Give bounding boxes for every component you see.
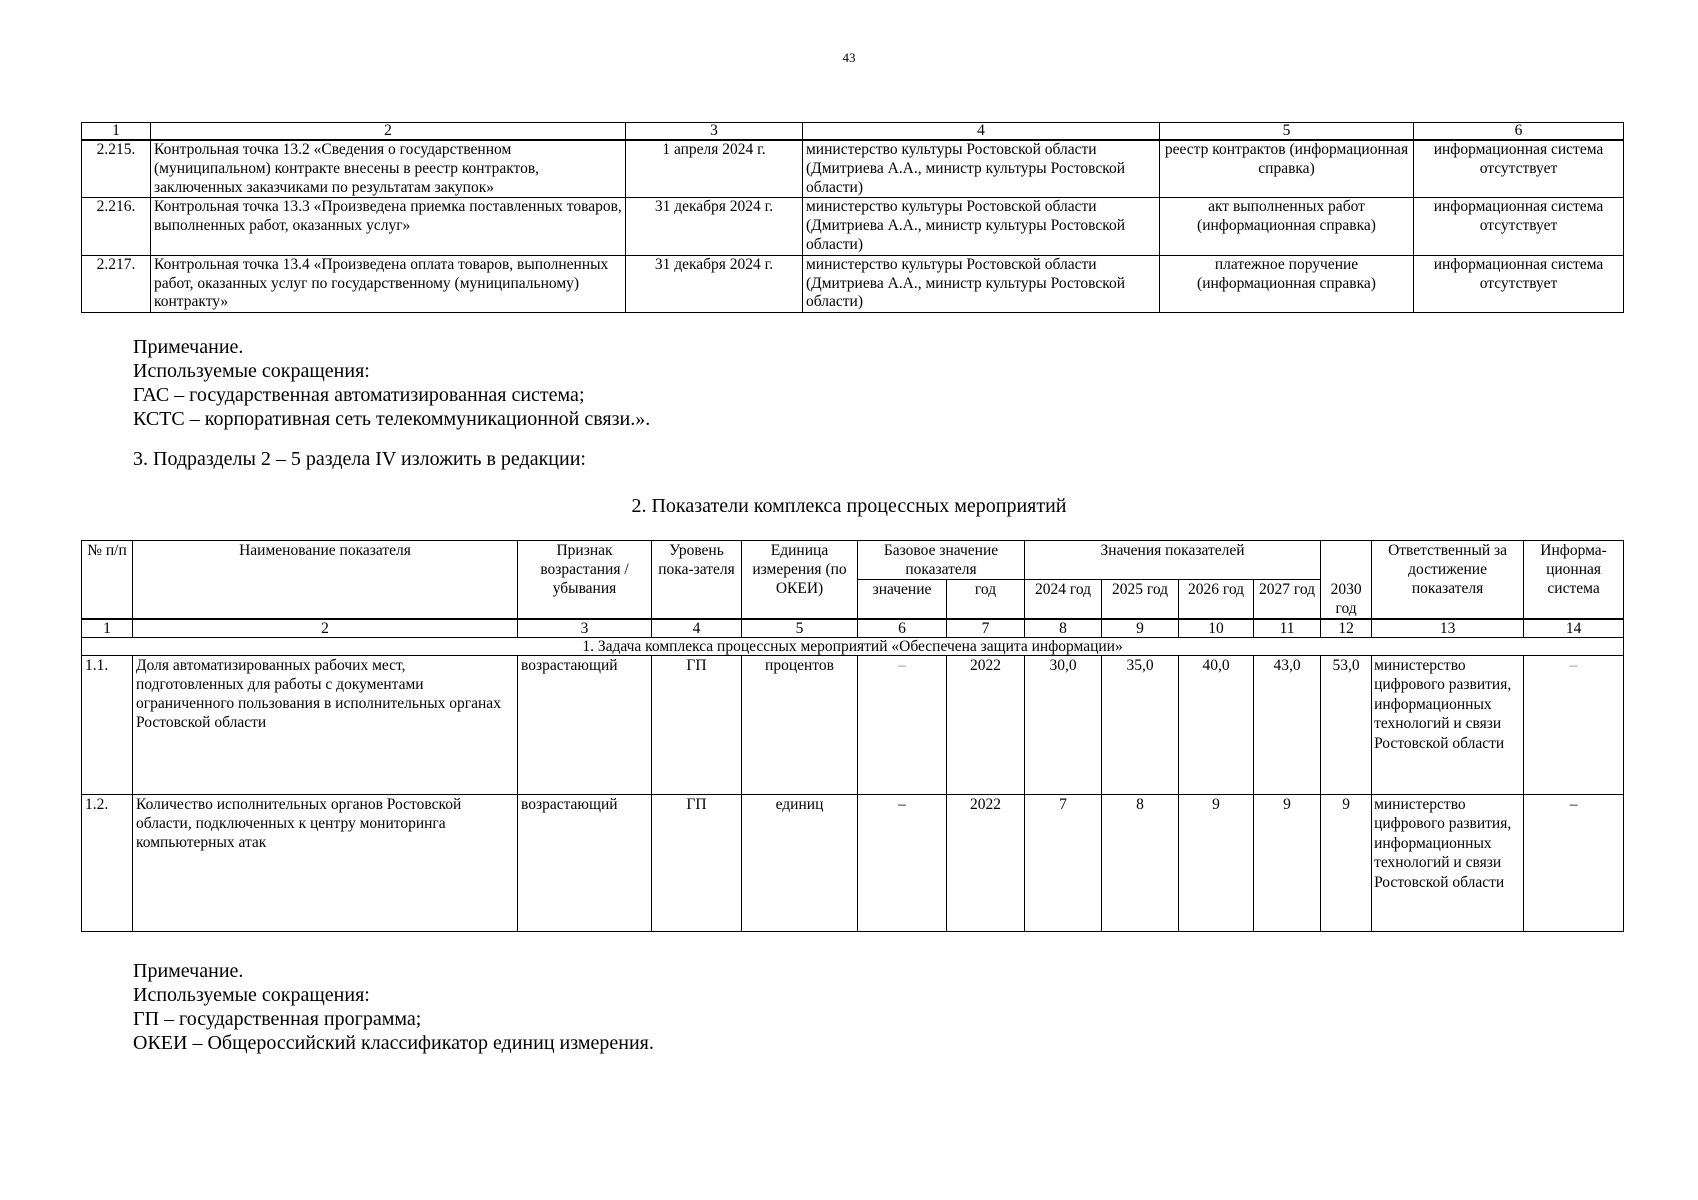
note-title: Примечание. [133, 960, 244, 982]
task-section-title: 1. Задача комплекса процессных мероприятий «Обеспечена защита информации» [82, 637, 1624, 655]
unit: процентов [742, 655, 858, 794]
row-number: 1.1. [82, 655, 133, 794]
section-title: 2. Показатели комплекса процессных мероприятий [631, 495, 1067, 517]
column-number: 13 [1372, 619, 1524, 638]
column-number: 2 [133, 619, 518, 638]
information-system: – [1524, 794, 1624, 931]
level: ГП [652, 655, 742, 794]
column-numbers-row [82, 619, 1624, 638]
abbreviations-note [133, 959, 654, 1055]
value-2024: 7 [1025, 794, 1102, 931]
column-number: 4 [803, 123, 1160, 141]
column-number: 4 [652, 619, 742, 638]
header-indicator-name: Наименование показателя [133, 541, 518, 619]
header-empty [1321, 541, 1372, 580]
abbreviations-note [133, 335, 650, 431]
level: ГП [652, 794, 742, 931]
information-system: информационная система отсутствует [1414, 198, 1624, 255]
row-number: 1.2. [82, 794, 133, 931]
control-points-table [81, 122, 1624, 313]
header-year-2030: 2030 год [1321, 580, 1372, 619]
note-line: ОКЕИ – Общероссийский классификатор единиц измерения. [133, 1032, 654, 1054]
due-date: 31 декабря 2024 г. [626, 198, 803, 255]
header-responsible: Ответственный за достижение показателя [1372, 541, 1524, 619]
base-value: – [858, 794, 947, 931]
column-number: 5 [1160, 123, 1414, 141]
column-number: 3 [518, 619, 652, 638]
value-2026: 9 [1179, 794, 1254, 931]
column-number: 12 [1321, 619, 1372, 638]
value-2027: 43,0 [1254, 655, 1321, 794]
page-number: 43 [842, 50, 856, 65]
confirming-document: платежное поручение (информационная справка) [1160, 255, 1414, 312]
base-year: 2022 [947, 794, 1025, 931]
control-point-name: Контрольная точка 13.2 «Сведения о государственном (муниципальном) контракте внесены в реестр контрактов, заключенных заказчиками по результатам закупок» [151, 140, 626, 198]
confirming-document: акт выполненных работ (информационная справка) [1160, 198, 1414, 255]
header-unit: Единица измерения (по ОКЕИ) [742, 541, 858, 619]
note-title: Примечание. [133, 336, 244, 358]
due-date: 31 декабря 2024 г. [626, 255, 803, 312]
responsible-executor: министерство культуры Ростовской области (Дмитриева А.А., министр культуры Ростовской области) [803, 140, 1160, 198]
table-row [82, 655, 1624, 794]
responsible-executor: министерство культуры Ростовской области (Дмитриева А.А., министр культуры Ростовской области) [803, 198, 1160, 255]
header-number: № п/п [82, 541, 133, 619]
confirming-document: реестр контрактов (информационная справка) [1160, 140, 1414, 198]
header-base-value-year: год [947, 580, 1025, 619]
header-base-value: Базовое значение показателя [858, 541, 1025, 580]
information-system: – [1524, 655, 1624, 794]
table-row [82, 198, 1624, 255]
value-2025: 35,0 [1102, 655, 1179, 794]
note-line: ГАС – государственная автоматизированная система; [133, 384, 585, 406]
table-header-row [82, 123, 1624, 141]
indicator-name: Количество исполнительных органов Ростовской области, подключенных к центру мониторинга компьютерных атак [133, 794, 518, 931]
information-system: информационная система отсутствует [1414, 255, 1624, 312]
table-row [82, 140, 1624, 198]
value-2027: 9 [1254, 794, 1321, 931]
column-number: 5 [742, 619, 858, 638]
responsible: министерство цифрового развития, информационных технологий и связи Ростовской области [1372, 794, 1524, 931]
header-values: Значения показателей [1025, 541, 1321, 580]
value-2030: 9 [1321, 794, 1372, 931]
column-number: 3 [626, 123, 803, 141]
column-number: 6 [858, 619, 947, 638]
row-number: 2.217. [82, 255, 151, 312]
section-row [82, 637, 1624, 655]
header-system: Информа-ционная система [1524, 541, 1624, 619]
row-number: 2.215. [82, 140, 151, 198]
information-system: информационная система отсутствует [1414, 140, 1624, 198]
column-number: 8 [1025, 619, 1102, 638]
value-2025: 8 [1102, 794, 1179, 931]
column-number: 6 [1414, 123, 1624, 141]
header-year-2025: 2025 год [1102, 580, 1179, 619]
column-number: 14 [1524, 619, 1624, 638]
header-level: Уровень пока-зателя [652, 541, 742, 619]
note-line: КСТС – корпоративная сеть телекоммуникационной связи.». [133, 408, 651, 430]
table-row [82, 794, 1624, 931]
base-year: 2022 [947, 655, 1025, 794]
column-number: 7 [947, 619, 1025, 638]
header-year-2027: 2027 год [1254, 580, 1321, 619]
note-intro: Используемые сокращения: [133, 360, 370, 382]
control-point-name: Контрольная точка 13.4 «Произведена оплата товаров, выполненных работ, оказанных услуг по государственному (муниципальному) контракту» [151, 255, 626, 312]
table-header-row [82, 541, 1624, 580]
column-number: 9 [1102, 619, 1179, 638]
table-row [82, 255, 1624, 312]
column-number: 1 [82, 123, 151, 141]
trend: возрастающий [518, 655, 652, 794]
column-number: 2 [151, 123, 626, 141]
due-date: 1 апреля 2024 г. [626, 140, 803, 198]
trend: возрастающий [518, 794, 652, 931]
row-number: 2.216. [82, 198, 151, 255]
header-year-2024: 2024 год [1025, 580, 1102, 619]
value-2026: 40,0 [1179, 655, 1254, 794]
note-intro: Используемые сокращения: [133, 984, 370, 1006]
amendment-instruction: 3. Подразделы 2 – 5 раздела IV изложить в редакции: [133, 448, 586, 470]
column-number: 11 [1254, 619, 1321, 638]
indicator-name: Доля автоматизированных рабочих мест, подготовленных для работы с документами ограниченного пользования в исполнительных органах Ростовской области [133, 655, 518, 794]
header-base-value-value: значение [858, 580, 947, 619]
base-value: – [858, 655, 947, 794]
responsible: министерство цифрового развития, информационных технологий и связи Ростовской области [1372, 655, 1524, 794]
value-2030: 53,0 [1321, 655, 1372, 794]
header-trend: Признак возрастания / убывания [518, 541, 652, 619]
value-2024: 30,0 [1025, 655, 1102, 794]
column-number: 1 [82, 619, 133, 638]
column-number: 10 [1179, 619, 1254, 638]
header-year-2026: 2026 год [1179, 580, 1254, 619]
control-point-name: Контрольная точка 13.3 «Произведена приемка поставленных товаров, выполненных работ, оказанных услуг» [151, 198, 626, 255]
unit: единиц [742, 794, 858, 931]
note-line: ГП – государственная программа; [133, 1008, 422, 1030]
responsible-executor: министерство культуры Ростовской области (Дмитриева А.А., министр культуры Ростовской области) [803, 255, 1160, 312]
indicators-table [81, 540, 1624, 932]
